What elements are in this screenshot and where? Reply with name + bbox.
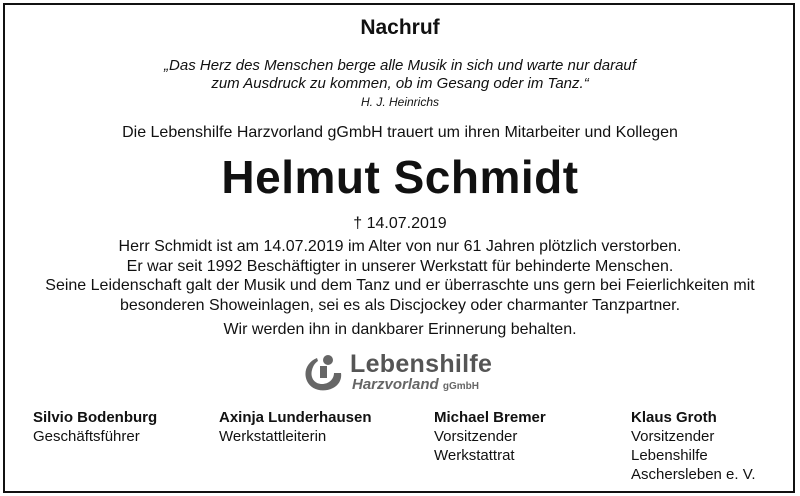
signatory	[33, 408, 157, 446]
signatory-name: Klaus Groth	[631, 409, 717, 426]
text-line: Herr Schmidt ist am 14.07.2019 im Alter von nur 61 Jahren plötzlich verstorben.	[118, 238, 682, 255]
intro-text: Die Lebenshilfe Harzvorland gGmbH trauert um ihren Mitarbeiter und Kollegen	[122, 124, 678, 141]
signatory	[219, 408, 372, 446]
signatory-role: Vorsitzender	[631, 428, 715, 445]
deceased-name: Helmut Schmidt	[221, 151, 579, 203]
signatory	[434, 408, 546, 465]
logo-region: Harzvorland	[352, 376, 439, 393]
text-line: Seine Leidenschaft galt der Musik und dem Tanz und er überraschte uns gern bei Feierlichkeiten mit	[45, 277, 755, 294]
signatory-role: Aschersleben e. V.	[631, 466, 756, 483]
notice-heading: Nachruf	[360, 16, 440, 39]
text-line: besonderen Showeinlagen, sei es als Discjockey oder charmanter Tanzpartner.	[119, 296, 681, 314]
signatory-role: Vorsitzender	[434, 428, 518, 445]
quote	[0, 57, 800, 93]
signatory-role: Lebenshilfe	[631, 447, 708, 464]
death-date: † 14.07.2019	[353, 215, 447, 232]
logo-name: Lebenshilfe	[350, 350, 493, 378]
signatory	[631, 408, 756, 484]
logo-suffix: gGmbH	[442, 381, 479, 392]
quote-line: zum Ausdruck zu kommen, ob im Gesang oder im Tanz.“	[211, 75, 589, 92]
quote-line: „Das Herz des Menschen berge alle Musik in sich und warte nur darauf	[164, 57, 636, 74]
closing-text: Wir werden ihn in dankbarer Erinnerung behalten.	[223, 321, 577, 338]
signatory-name: Silvio Bodenburg	[33, 409, 158, 426]
obituary-text	[0, 237, 800, 315]
signatory-role: Geschäftsführer	[33, 428, 140, 445]
signatory-name: Axinja Lunderhausen	[219, 409, 372, 426]
quote-author: H. J. Heinrichs	[360, 95, 440, 109]
lebenshilfe-logo-icon	[303, 354, 343, 392]
signatory-role: Werkstattrat	[434, 447, 515, 464]
signatory-role: Werkstattleiterin	[219, 428, 327, 445]
signatory-name: Michael Bremer	[434, 409, 546, 426]
lebenshilfe-logo	[303, 352, 503, 394]
logo-subtitle	[352, 376, 479, 393]
text-line: Er war seit 1992 Beschäftigter in unserer Werkstatt für behinderte Menschen.	[126, 257, 674, 275]
